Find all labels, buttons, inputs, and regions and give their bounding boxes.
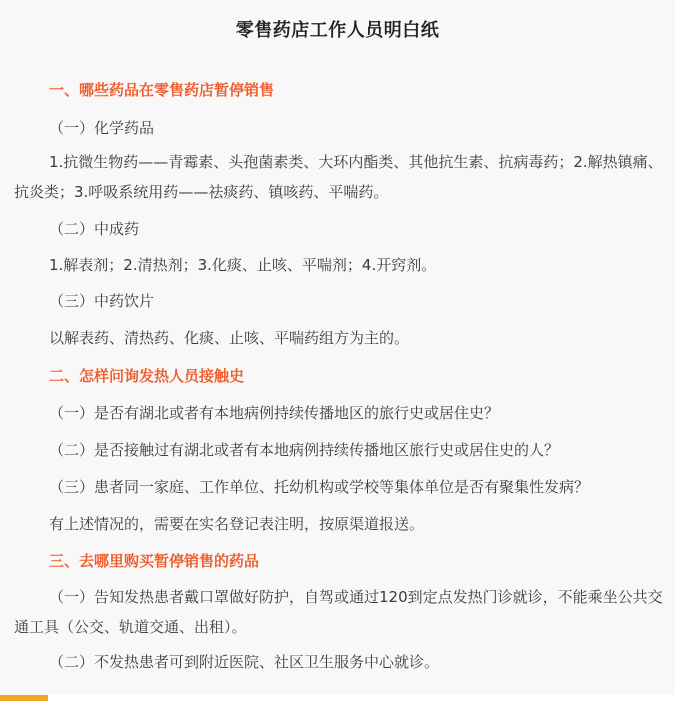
section-heading-1: 一、哪些药品在零售药店暂停销售 (49, 81, 275, 99)
subheading-chemical-drugs: （一）化学药品 (49, 119, 155, 137)
paragraph-chinese-patent-medicine: 1.解表剂；2.清热剂；3.化痰、止咳、平喘剂；4.开窍剂。 (49, 256, 437, 274)
bottom-divider (0, 695, 675, 701)
question-3: （三）患者同一家庭、工作单位、托幼机构或学校等集体单位是否有聚集性发病？ (49, 478, 590, 496)
section-heading-3: 三、去哪里购买暂停销售的药品 (49, 552, 260, 570)
paragraph-herbal-pieces: 以解表药、清热药、化痰、止咳、平喘药组方为主的。 (49, 329, 410, 347)
subheading-chinese-patent-medicine: （二）中成药 (49, 220, 140, 238)
bottom-accent-bar (0, 695, 48, 701)
report-note: 有上述情况的，需要在实名登记表注明，按原渠道报送。 (49, 515, 425, 533)
section-heading-2: 二、怎样问询发热人员接触史 (49, 367, 245, 385)
page-title: 零售药店工作人员明白纸 (235, 20, 440, 41)
question-1: （一）是否有湖北或者有本地病例持续传播地区的旅行史或居住史？ (49, 404, 500, 422)
subheading-herbal-pieces: （三）中药饮片 (49, 292, 155, 310)
question-2: （二）是否接触过有湖北或者有本地病例持续传播地区旅行史或居住史的人？ (49, 441, 560, 459)
advice-non-fever-patients: （二）不发热患者可到附近医院、社区卫生服务中心就诊。 (49, 653, 440, 671)
advice-fever-patients: （一）告知发热患者戴口罩做好防护，自驾或通过120到定点发热门诊就诊，不能乘坐公共交通工具（公交、轨道交通、出租）。 (14, 588, 663, 636)
paragraph-chemical-drugs: 1.抗微生物药——青霉素、头孢菌素类、大环内酯类、其他抗生素、抗病毒药；2.解热镇痛、抗炎类；3.呼吸系统用药——祛痰药、镇咳药、平喘药。 (14, 153, 663, 201)
